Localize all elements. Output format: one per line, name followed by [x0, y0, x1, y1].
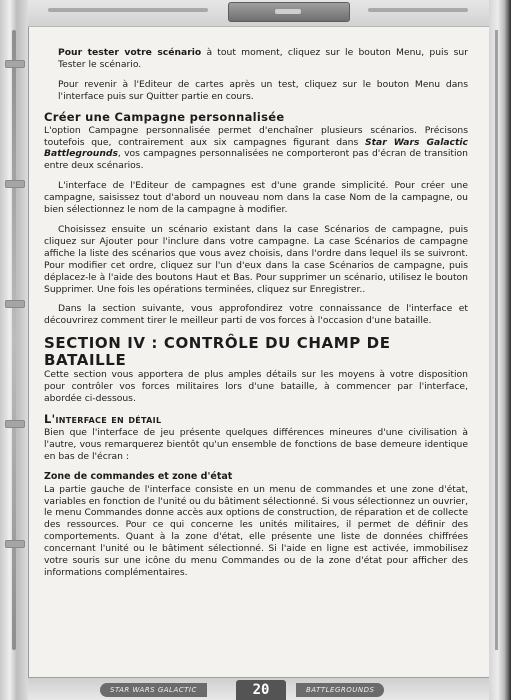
page-frame-right — [489, 0, 511, 700]
paragraph: Choisissez ensuite un scénario existant dans la case Scénarios de campagne, puis cliquez sur Ajouter pour l'inclure dans votre campagne. La case Scénarios de campagne affiche la liste des scénarios que vous avez choisis, dans l'ordre dans lequel ils se suivront. Pour modifier cet ordre, cliquez sur l'un d'eux dans la case Scénarios de campagne, puis déplacez-le à l'aide des boutons Haut et Bas. Pour supprimer un scénario, utilisez le bouton Supprimer. Une fois les opérations terminées, cliquez sur Enregistrer.. — [44, 223, 468, 295]
frame-notch — [5, 540, 25, 548]
frame-rail — [12, 30, 16, 650]
paragraph — [44, 125, 468, 173]
footer-title-right: BATTLEGROUNDS — [296, 683, 384, 697]
paragraph — [44, 47, 468, 71]
paragraph: Bien que l'interface de jeu présente quelques différences mineures d'une civilisation à l'autre, vous remarquerez bientôt qu'un ensemble de fonctions de base demeure identique en bas de l'écran : — [44, 426, 468, 462]
header-ridge — [368, 8, 468, 12]
paragraph-text: à tout moment, cliquez sur le bouton Menu, puis sur Tester le scénario. — [58, 47, 469, 70]
frame-rail — [495, 30, 498, 650]
heading-zone-commandes: Zone de commandes et zone d'état — [44, 470, 233, 482]
footer-title-left: STAR WARS GALACTIC — [100, 683, 207, 697]
bold-lead: Pour tester votre scénario — [58, 47, 202, 58]
paragraph: Pour revenir à l'Editeur de cartes après un test, cliquez sur le bouton Menu dans l'interface puis sur Quitter partie en cours. — [58, 78, 468, 102]
page-frame-left — [0, 0, 29, 700]
header-emblem — [228, 2, 350, 22]
page-header-bar — [28, 0, 489, 27]
paragraph-text: L'option Campagne personnalisée permet d'enchaîner plusieurs scénarios. Précisons toutefois que, contrairement aux six campagnes figurant dans — [44, 124, 468, 148]
heading-interface: L'interface en détail — [44, 411, 162, 426]
paragraph: L'interface de l'Editeur de campagnes est d'une grande simplicité. Pour créer une campagne, saisissez tout d'abord un nouveau nom dans la case Nom de la campagne, ou bien sélectionnez le nom de la campagne à modifier. — [44, 180, 468, 216]
frame-notch — [5, 420, 25, 428]
page-number: 20 — [236, 680, 286, 700]
heading-campagne: Créer une Campagne personnalisée — [44, 109, 285, 124]
game-title: Star Wars Galactic Battlegrounds — [44, 136, 468, 160]
paragraph-text: , vos campagnes personnalisées ne comporteront pas d'écran de transition entre deux scénarios. — [44, 148, 468, 172]
frame-notch — [5, 180, 25, 188]
heading-section-iv: SECTION IV : CONTRÔLE DU CHAMP DE BATAILLE — [44, 334, 391, 369]
frame-notch — [5, 300, 25, 308]
page-content — [44, 47, 468, 587]
paragraph: Dans la section suivante, vous approfondirez votre connaissance de l'interface et découvrirez comment tirer le meilleur parti de vos forces à l'occasion d'une bataille. — [44, 303, 468, 327]
header-ridge — [48, 8, 208, 12]
paragraph: La partie gauche de l'interface consiste en un menu de commandes et une zone d'état, variables en fonction de l'unité ou du bâtiment sélectionné. Si vous sélectionnez un ouvrier, le menu Commandes donne accès aux options de construction, de réparation et de collecte des ressources. Pour ce qui concerne les unités militaires, il permet de définir des comportements. Quant à la zone d'état, elle présente une liste de données chiffrées concernant l'unité ou le bâtiment sélectionné. Si l'aide en ligne est activée, immobilisez votre souris sur une icône du menu Commandes ou de la zone d'état pour afficher des informations complémentaires. — [44, 483, 468, 578]
paragraph: Cette section vous apportera de plus amples détails sur les moyens à votre disposition pour contrôler vos forces militaires lors d'une bataille, à commencer par l'interface, abordée ci-dessous. — [44, 369, 468, 405]
frame-notch — [5, 60, 25, 68]
